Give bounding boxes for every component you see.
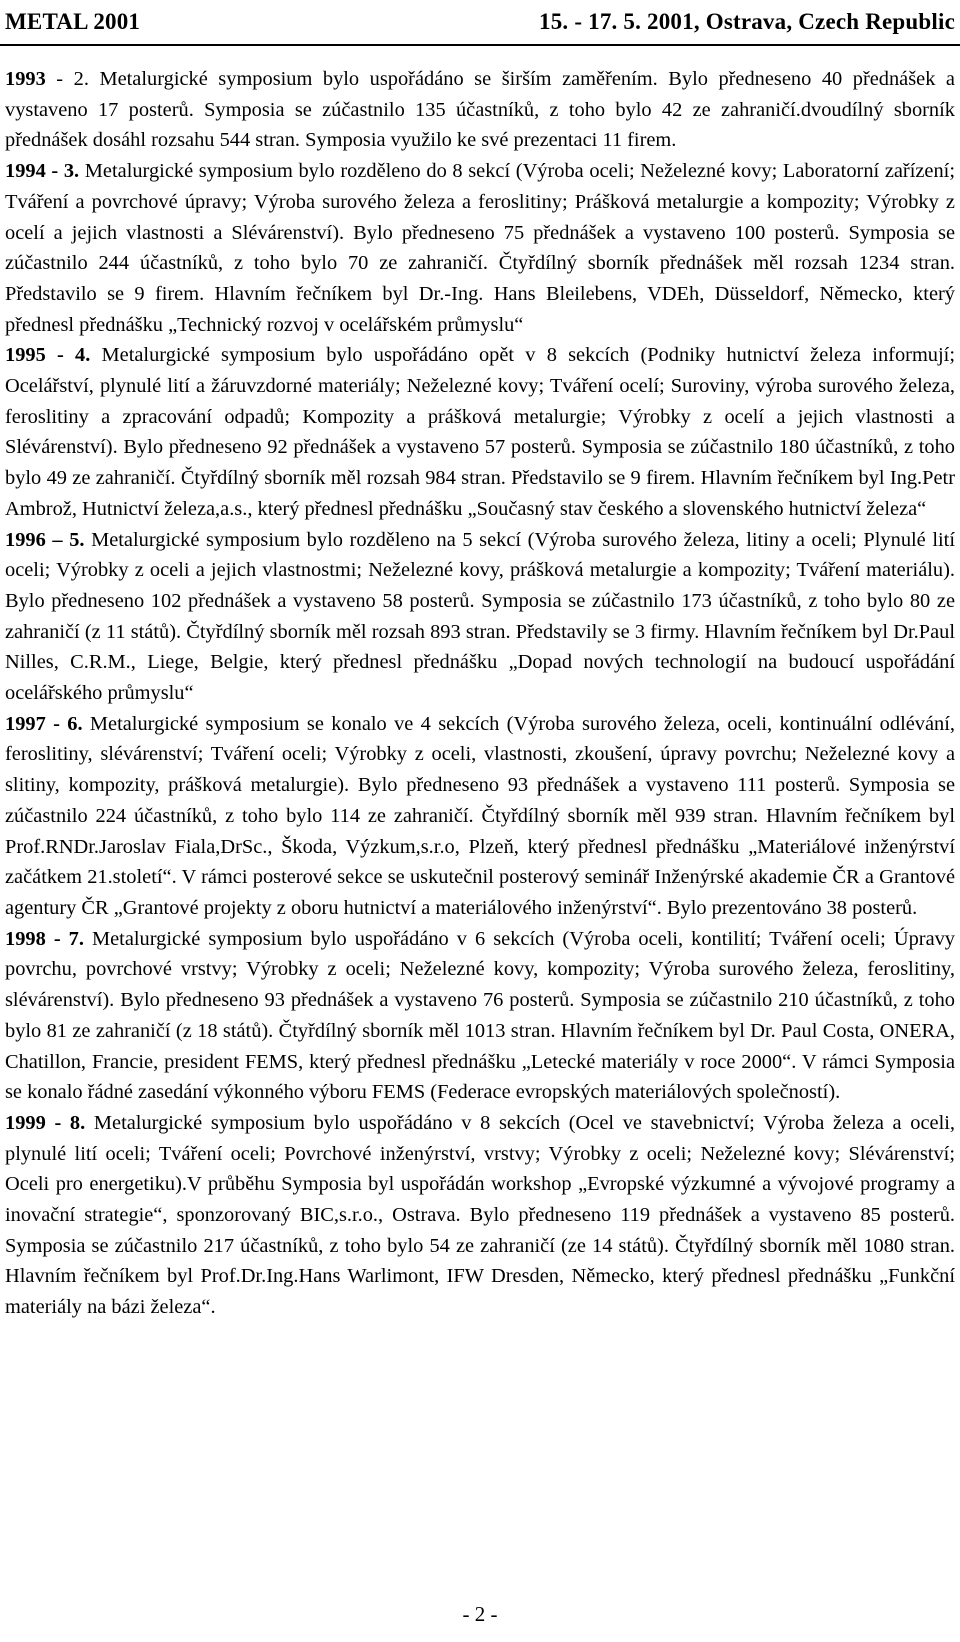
paragraph-text: Metalurgické symposium bylo uspořádáno v 6 sekcích (Výroba oceli, kontilití; Tváření oceli; Úpravy povrchu, povrchové vrstvy; Výrobky z oceli; Neželezné kovy, kompozity; Výroba surového železa, feroslitiny, slévárenství). Bylo předneseno 93 přednášek a vystaveno 76 posterů. Symposia se zúčastnilo 210 účastníků, z toho bylo 81 ze zahraničí (z 18 států). Čtyřdílný sborník měl 1013 stran. Hlavním řečníkem byl Dr. Paul Costa, ONERA, Chatillon, Francie, president FEMS, který přednesl přednášku „Letecké materiály v roce 2000“. V rámci Symposia se konalo řádné zasedání výkonného výboru FEMS (Federace evropských materiálových společností). [5,927,956,1104]
year-label: 1996 – 5. [5,528,85,551]
paragraph-1995 [5,340,955,524]
header-divider [0,44,960,46]
paragraph-1999 [5,1108,955,1323]
paragraph-text: Metalurgické symposium bylo rozděleno na 5 sekcí (Výroba surového železa, litiny a oceli; Plynulé lití oceli; Výrobky z oceli a jejich vlastnostmi; Neželezné kovy, prášková metalurgie a kompozity; Tváření materiálu). Bylo předneseno 102 přednášek a vystaveno 58 posterů. Symposia se zúčastnilo 173 účastníků, z toho bylo 80 ze zahraničí (z 11 států). Čtyřdílný sborník měl rozsah 893 stran. Představily se 3 firmy. Hlavním řečníkem byl Dr.Paul Nilles, C.R.M., Liege, Belgie, který přednesl přednášku „Dopad nových technologií na budoucí uspořádání ocelářského průmyslu“ [5,528,955,705]
paragraph-1997 [5,709,955,924]
paragraph-text: Metalurgické symposium bylo uspořádáno v 8 sekcích (Ocel ve stavebnictví; Výroba železa a oceli, plynulé lití oceli; Tváření oceli; Povrchové inženýrství, vrstvy; Výrobky z oceli; Neželezné kovy; Slévárenství; Oceli pro energetiku).V průběhu Symposia byl uspořádán workshop „Evropské výzkumné a vývojové programy a inovační strategie“, sponzorovaný BIC,s.r.o., Ostrava. Bylo předneseno 119 přednášek a vystaveno 85 posterů. Symposia se zúčastnilo 217 účastníků, z toho bylo 54 ze zahraničí (ze 14 států). Čtyřdílný sborník měl 1080 stran. Hlavním řečníkem byl Prof.Dr.Ing.Hans Warlimont, IFW Dresden, Německo, který přednesl přednášku „Funkční materiály na bázi železa“. [5,1111,956,1319]
page-number: - 2 - [462,1602,498,1626]
paragraph-text: Metalurgické symposium se konalo ve 4 sekcích (Výroba surového železa, oceli, kontinuální odlévání, feroslitiny, slévárenství; Tváření oceli; Výrobky z oceli, vlastnosti, zkoušení, úpravy povrchu; Neželezné kovy a slitiny, kompozity, prášková metalurgie). Bylo předneseno 93 přednášek a vystaveno 111 posterů. Symposia se zúčastnilo 224 účastníků, z toho bylo 114 ze zahraničí. Čtyřdílný sborník měl 939 stran. Hlavním řečníkem byl Prof.RNDr.Jaroslav Fiala,DrSc., Škoda, Výzkum,s.r.o, Plzeň, který přednesl přednášku „Materiálové inženýrství začátkem 21.století“. V rámci posterové sekce se uskutečnil posterový seminář Inženýrské akademie ČR a Grantové agentury ČR „Grantové projekty z oboru hutnictví a materiálového inženýrství“. Bylo prezentováno 38 posterů. [5,712,955,919]
document-body [5,64,955,1323]
paragraph-1998 [5,924,955,1108]
page-header [5,0,955,44]
year-label: 1995 - 4. [5,344,91,367]
paragraph-text: Metalurgické symposium bylo rozděleno do 8 sekcí (Výroba oceli; Neželezné kovy; Laboratorní zařízení; Tváření a povrchové úpravy; Výroba surového železa a feroslitiny; Prášková metalurgie a kompozity; Výrobky z ocelí a jejich vlastnosti a Slévárenství). Bylo předneseno 75 přednášek a vystaveno 100 posterů. Symposia se zúčastnilo 244 účastníků, z toho bylo 70 ze zahraničí. Čtyřdílný sborník přednášek měl rozsah 1234 stran. Představilo se 9 firem. Hlavním řečníkem byl Dr.-Ing. Hans Bleilebens, VDEh, Düsseldorf, Německo, který přednesl přednášku „Technický rozvoj v ocelářském průmyslu“ [5,160,956,336]
paragraph-text: - 2. Metalurgické symposium bylo uspořádáno se širším zaměřením. Bylo předneseno 40 přednášek a vystaveno 17 posterů. Symposia se zúčastnilo 135 účastníků, z toho bylo 42 ze zahraničí.dvoudílný sborník přednášek dosáhl rozsahu 544 stran. Symposia využilo ke své prezentaci 11 firem. [5,68,955,152]
header-title: METAL 2001 [5,9,141,34]
year-label: 1993 [5,68,46,90]
year-label: 1999 - 8. [5,1111,86,1134]
year-label: 1997 - 6. [5,712,83,735]
paragraph-1996 [5,525,955,709]
paragraph-1993 [5,64,955,156]
year-label: 1998 - 7. [5,927,84,950]
paragraph-1994 [5,156,955,340]
year-label: 1994 - 3. [5,160,80,183]
paragraph-text: Metalurgické symposium bylo uspořádáno opět v 8 sekcích (Podniky hutnictví železa informují; Ocelářství, plynulé lití a žáruvzdorné materiály; Neželezné kovy; Tváření ocelí; Suroviny, výroba surového železa, feroslitiny a zpracování odpadů; Kompozity a prášková metalurgie; Výrobky z ocelí a jejich vlastnosti a Slévárenství). Bylo předneseno 92 přednášek a vystaveno 57 posterů. Symposia se zúčastnilo 180 účastníků, z toho bylo 49 ze zahraničí. Čtyřdílný sborník měl rozsah 984 stran. Představilo se 9 firem. Hlavním řečníkem byl Ing.Petr Ambrož, Hutnictví železa,a.s., který přednesl přednášku „Současný stav českého a slovenského hutnictví železa“ [5,344,955,520]
header-event-info: 15. - 17. 5. 2001, Ostrava, Czech Republic [539,9,955,34]
